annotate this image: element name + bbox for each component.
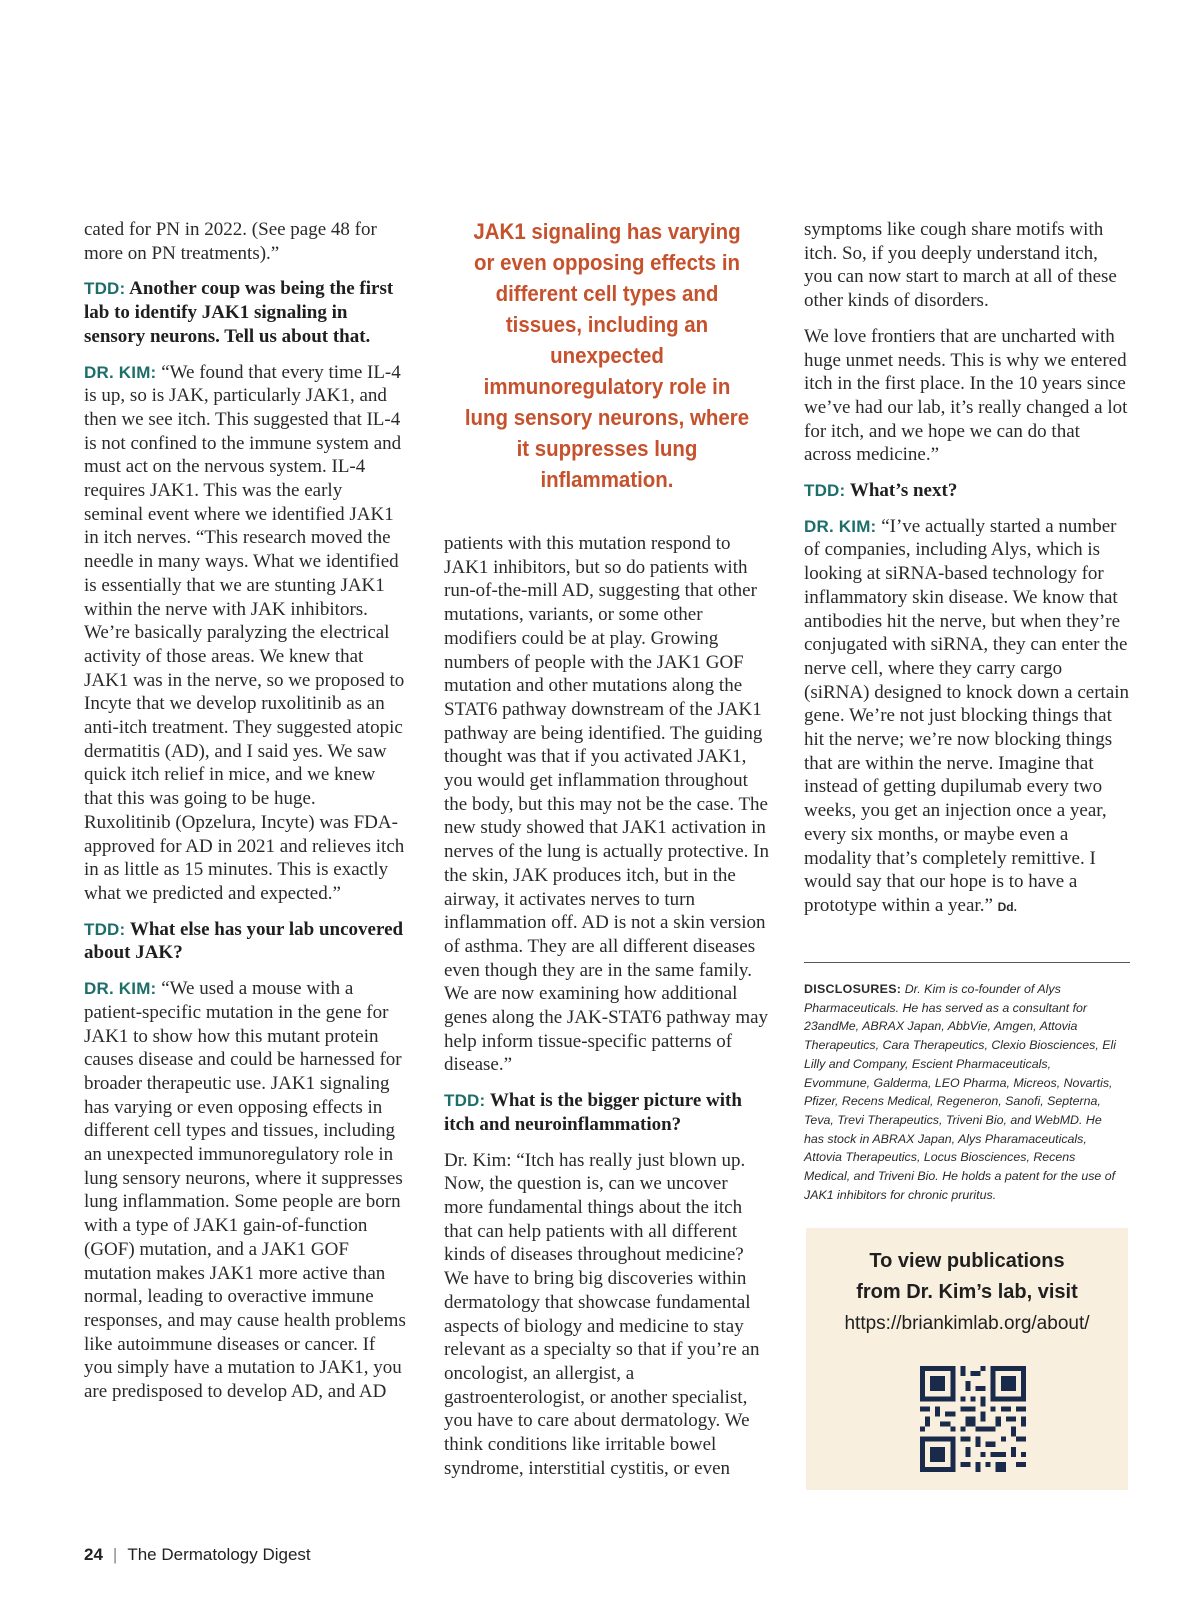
- tdd-tag: TDD:: [444, 1091, 486, 1111]
- disclosures-text: Dr. Kim is co-founder of Alys Pharmaceuticals. He has served as a consultant for 23andMe, ABRAX Japan, AbbVie, Amgen, Attovia Therapeutics, Cara Therapeutics, Clexio Biosciences, Eli Lilly and Company, Escient Pharmaceuticals, Evommune, Galderma, LEO Pharma, Micreos, Novartis, Pfizer, Recens Medical, Regeneron, Sanofi, Septerna, Teva, Trevi Therapeutics, Triveni Bio, and WebMD. He has stock in ABRAX Japan, Alys Pharamaceuticals, Attovia Therapeutics, Locus Biosciences, Recens Medical, and Triveni Bio. He holds a patent for the use of JAK1 inhibitors for chronic pruritus.: [804, 982, 1116, 1202]
- end-mark: Dd.: [997, 899, 1017, 914]
- paragraph: symptoms like cough share motifs with itch. So, if you deeply understand itch, you can now start to march at all of these other kinds of disorders.: [804, 219, 1117, 312]
- question: [444, 1089, 770, 1136]
- publication-name: The Dermatology Digest: [127, 1545, 311, 1564]
- article-column-3: [804, 218, 1130, 932]
- promo-line-1: To view publications: [869, 1250, 1065, 1272]
- disclosures-label: DISCLOSURES:: [804, 982, 902, 996]
- answer-text: “We found that every time IL-4 is up, so is JAK, particularly JAK1, and then we see itch. This suggested that IL-4 is not confined to the immune system and must act on the nervous system. IL-4 requires JAK1. This was the early seminal event where we identified JAK1 in itch nerves. “This research moved the needle in many ways. What we identified is essentially that we are stunting JAK1 within the nerve with JAK inhibitors. We’re basically paralyzing the electrical activity of those areas. We knew that JAK1 was in the nerve, so we proposed to Incyte that we develop ruxolitinib as an anti-itch treatment. They suggested atopic dermatitis (AD), and I said yes. We saw quick itch relief in mice, and we knew that this was going to be huge. Ruxolitinib (Opzelura, Incyte) was FDA-approved for AD in 2021 and relieves itch in as little as 15 minutes. This is exactly what we predicted and expected.”: [84, 361, 405, 904]
- dr-kim-tag: DR. KIM:: [84, 979, 157, 999]
- promo-line-2: from Dr. Kim’s lab, visit: [856, 1281, 1078, 1303]
- question-text: What else has your lab uncovered about JAK?: [84, 918, 404, 964]
- tdd-tag: TDD:: [84, 919, 126, 939]
- question: [84, 277, 406, 348]
- answer: [804, 515, 1130, 920]
- divider: [804, 962, 1130, 963]
- pull-quote: JAK1 signaling has varying or even opposing effects in different cell types and tissues, including an unexpected immunoregulatory role in lung sensory neurons, where it suppresses lung inflammation.: [464, 219, 750, 492]
- disclosures: [804, 980, 1116, 1204]
- question-text: What is the bigger picture with itch and neuroinflammation?: [444, 1090, 742, 1135]
- answer: [84, 977, 406, 1404]
- answer-text: “We used a mouse with a patient-specific mutation in the gene for JAK1 to show how this mutant protein causes disease and could be harnessed for broader therapeutic use. JAK1 signaling has varying or even opposing effects in different cell types and tissues, including an unexpected immunoregulatory role in lung sensory neurons, where it suppresses lung inflammation. Some people are born with a type of JAK1 gain-of-function (GOF) mutation, and a JAK1 GOF mutation makes JAK1 more active than normal, leading to overactive immune responses, and may cause health problems like autoimmune diseases or cancer. If you simply have a mutation to JAK1, you are predisposed to develop AD, and AD: [84, 978, 406, 1403]
- tdd-tag: TDD:: [84, 279, 126, 299]
- dr-kim-tag: DR. KIM:: [84, 362, 157, 382]
- answer-text: “I’ve actually started a number of companies, including Alys, which is looking at siRNA-based technology for inflammatory skin disease. We know that antibodies hit the nerve, but when they’re conjugated with siRNA, they can enter the nerve cell, where they carry cargo (siRNA) designed to knock down a certain gene. We’re not just blocking things that hit the nerve; we’re now blocking things that are within the nerve. Imagine that instead of getting dupilumab every two weeks, you get an injection once a year, every six months, or maybe even a modality that’s completely remittive. I would say that our hope is to have a prototype within a year.”: [804, 515, 1130, 916]
- question: [804, 479, 1130, 503]
- paragraph: patients with this mutation respond to JAK1 inhibitors, but so do patients with run-of-the-mill AD, suggesting that other mutations, variants, or some other modifiers could be at play. Growing numbers of people with the JAK1 GOF mutation and other mutations along the STAT6 pathway downstream of the JAK1 pathway are being identified. The guiding thought was that if you activated JAK1, you would get inflammation throughout the body, but this may not be the case. The new study showed that JAK1 activation in nerves of the lung is actually protective. In the skin, JAK produces itch, but in the airway, it activates nerves to turn inflammation off. AD is not a skin version of asthma. They are all different diseases even though they are in the same family. We are now examining how additional genes along the JAK-STAT6 pathway may help inform tissue-specific patterns of disease.”: [444, 533, 770, 1076]
- paragraph: Dr. Kim: “Itch has really just blown up. Now, the question is, can we uncover more fundamental things about the itch that can help patients with all different kinds of diseases throughout medicine? We have to bring big discoveries within dermatology that showcase fundamental aspects of biology and medicine to stay relevant as a specialty so that if you’re an oncologist, an allergist, a gastroenterologist, or another specialist, you have to care about dermatology. We think conditions like irritable bowel syndrome, interstitial cystitis, or even: [444, 1149, 760, 1479]
- question: [84, 918, 406, 965]
- publications-promo-box: [806, 1228, 1128, 1490]
- question-text: What’s next?: [849, 480, 958, 502]
- question-text: Another coup was being the first lab to identify JAK1 signaling in sensory neurons. Tell us about that.: [84, 278, 394, 347]
- page-footer: [84, 1545, 311, 1565]
- promo-url-link[interactable]: https://briankimlab.org/about/: [844, 1313, 1090, 1334]
- footer-separator: |: [112, 1545, 118, 1564]
- tdd-tag: TDD:: [804, 481, 846, 501]
- article-column-1: [84, 218, 406, 1416]
- paragraph: cated for PN in 2022. (See page 48 for more on PN treatments).”: [84, 219, 377, 264]
- promo-text: [806, 1246, 1128, 1339]
- dr-kim-tag: DR. KIM:: [804, 516, 877, 536]
- page-number: 24: [84, 1545, 103, 1564]
- paragraph: We love frontiers that are uncharted with huge unmet needs. This is why we entered itch in the first place. In the 10 years since we’ve had our lab, it’s really changed a lot for itch, and we hope we can do that across medicine.”: [804, 325, 1128, 466]
- answer: [84, 361, 406, 906]
- qr-code-icon[interactable]: [920, 1366, 1026, 1472]
- article-column-2: [444, 532, 770, 1492]
